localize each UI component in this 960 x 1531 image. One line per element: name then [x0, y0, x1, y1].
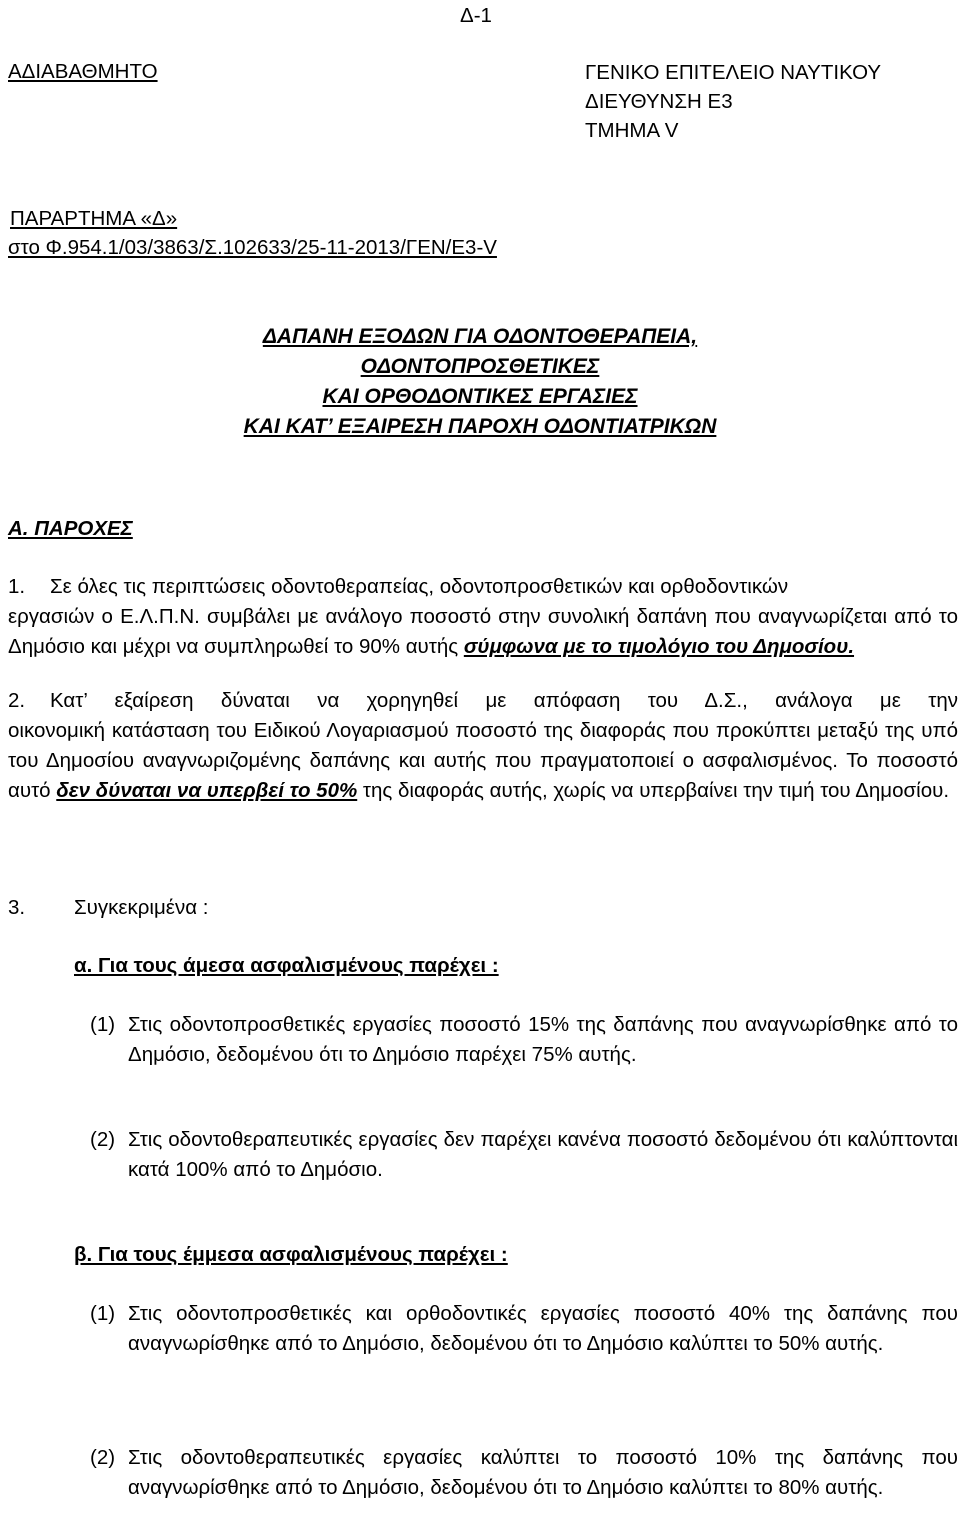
paragraph-3-text: Συγκεκριμένα : [74, 896, 209, 919]
subsection-b-item-2-text: Στις οδοντοθεραπευτικές εργασίες καλύπτει το ποσοστό 10% της δαπάνης που αναγνωρίσθηκε από το Δημόσιο, δεδομένου ότι το Δημόσιο καλύπτει το 80% αυτής. [128, 1446, 958, 1499]
document-heading [0, 322, 960, 442]
subsection-a-item-1 [90, 1010, 958, 1070]
paragraph-2 [8, 686, 958, 806]
classification-label: ΑΔΙΑΒΑΘΜΗΤΟ [8, 60, 158, 83]
issuer-line-1: ΓΕΝΙΚΟ ΕΠΙΤΕΛΕΙΟ ΝΑΥΤΙΚΟΥ [585, 61, 882, 84]
heading-line-3: ΚΑΙ ΟΡΘΟΔΟΝΤΙΚΕΣ ΕΡΓΑΣΙΕΣ [322, 385, 638, 408]
subsection-b-title: β. Για τους έμμεσα ασφαλισμένους παρέχει : [74, 1243, 508, 1266]
annex-block [8, 204, 497, 262]
paragraph-3 [8, 894, 208, 923]
subsection-a-item-2 [90, 1125, 958, 1185]
subsection-b-item-1-text: Στις οδοντοπροσθετικές και ορθοδοντικές εργασίες ποσοστό 40% της δαπάνης που αναγνωρίσθηκε από το Δημόσιο, δεδομένου ότι το Δημόσιο καλύπτει το 50% αυτής. [128, 1302, 958, 1355]
heading-line-4: ΚΑΙ ΚΑΤ’ ΕΞΑΙΡΕΣΗ ΠΑΡΟΧΗ ΟΔΟΝΤΙΑΤΡΙΚΩΝ [243, 415, 717, 438]
subsection-b-item-2 [90, 1443, 958, 1503]
subsection-a-item-2-label: (2) [90, 1128, 116, 1151]
section-a-title: Α. ΠΑΡΟΧΕΣ [8, 517, 133, 540]
heading-line-1: ΔΑΠΑΝΗ ΕΞΟΔΩΝ ΓΙΑ ΟΔΟΝΤΟΘΕΡΑΠΕΙΑ, [262, 325, 698, 348]
paragraph-3-number: 3. [8, 896, 26, 919]
paragraph-2-body: οικονομική κατάσταση του Ειδικού Λογαριασμού ποσοστό της διαφοράς που προκύπτει μεταξύ της υπό του Δημοσίου αναγνωριζομένης δαπάνης και αυτής που πραγματοποιεί ο ασφαλισμένος. Το ποσοστό αυτό [8, 719, 958, 802]
annex-reference: στο Φ.954.1/03/3863/Σ.102633/25-11-2013/ΓΕΝ/Ε3-V [8, 236, 497, 259]
paragraph-2-lead: Κατ’ εξαίρεση δύναται να χορηγηθεί με απόφαση του Δ.Σ., ανάλογα με την [50, 689, 958, 712]
subsection-a-item-2-text: Στις οδοντοθεραπευτικές εργασίες δεν παρέχει κανένα ποσοστό δεδομένου ότι καλύπτονται κατά 100% από το Δημόσιο. [128, 1128, 958, 1181]
subsection-b-item-2-label: (2) [90, 1446, 116, 1469]
subsection-a-item-1-text: Στις οδοντοπροσθετικές εργασίες ποσοστό 15% της δαπάνης που αναγνωρίσθηκε από το Δημόσιο, δεδομένου ότι το Δημόσιο παρέχει 75% αυτής. [128, 1013, 958, 1066]
paragraph-1-emphasis: σύμφωνα με το τιμολόγιο του Δημοσίου. [463, 635, 855, 658]
paragraph-2-emphasis: δεν δύναται να υπερβεί το 50% [56, 779, 358, 802]
issuer-line-2: ΔΙΕΥΘΥΝΣΗ Ε3 [585, 90, 733, 113]
paragraph-1-lead: Σε όλες τις περιπτώσεις οδοντοθεραπείας, οδοντοπροσθετικών και ορθοδοντικών [50, 575, 789, 598]
annex-title: ΠΑΡΑΡΤΗΜΑ «Δ» [10, 207, 178, 230]
subsection-b-item-1 [90, 1299, 958, 1359]
paragraph-1-body: εργασιών ο Ε.Λ.Π.Ν. συμβάλει με ανάλογο ποσοστό στην συνολική δαπάνη που αναγνωρίζεται από το Δημόσιο και μέχρι να συμπληρωθεί το 90% αυτής [8, 605, 958, 658]
paragraph-2-tail: της διαφοράς αυτής, χωρίς να υπερβαίνει την τιμή του Δημοσίου. [357, 779, 950, 802]
paragraph-1 [8, 572, 958, 662]
subsection-a-title: α. Για τους άμεσα ασφαλισμένους παρέχει : [74, 954, 499, 977]
subsection-b-item-1-label: (1) [90, 1302, 116, 1325]
subsection-a-item-1-label: (1) [90, 1013, 116, 1036]
paragraph-1-number: 1. [8, 575, 26, 598]
paragraph-2-number: 2. [8, 689, 26, 712]
page-number: Δ-1 [460, 4, 492, 27]
issuer-line-3: ΤΜΗΜΑ V [585, 119, 679, 142]
heading-line-2: ΟΔΟΝΤΟΠΡΟΣΘΕΤΙΚΕΣ [360, 355, 600, 378]
issuer-block [585, 58, 881, 145]
